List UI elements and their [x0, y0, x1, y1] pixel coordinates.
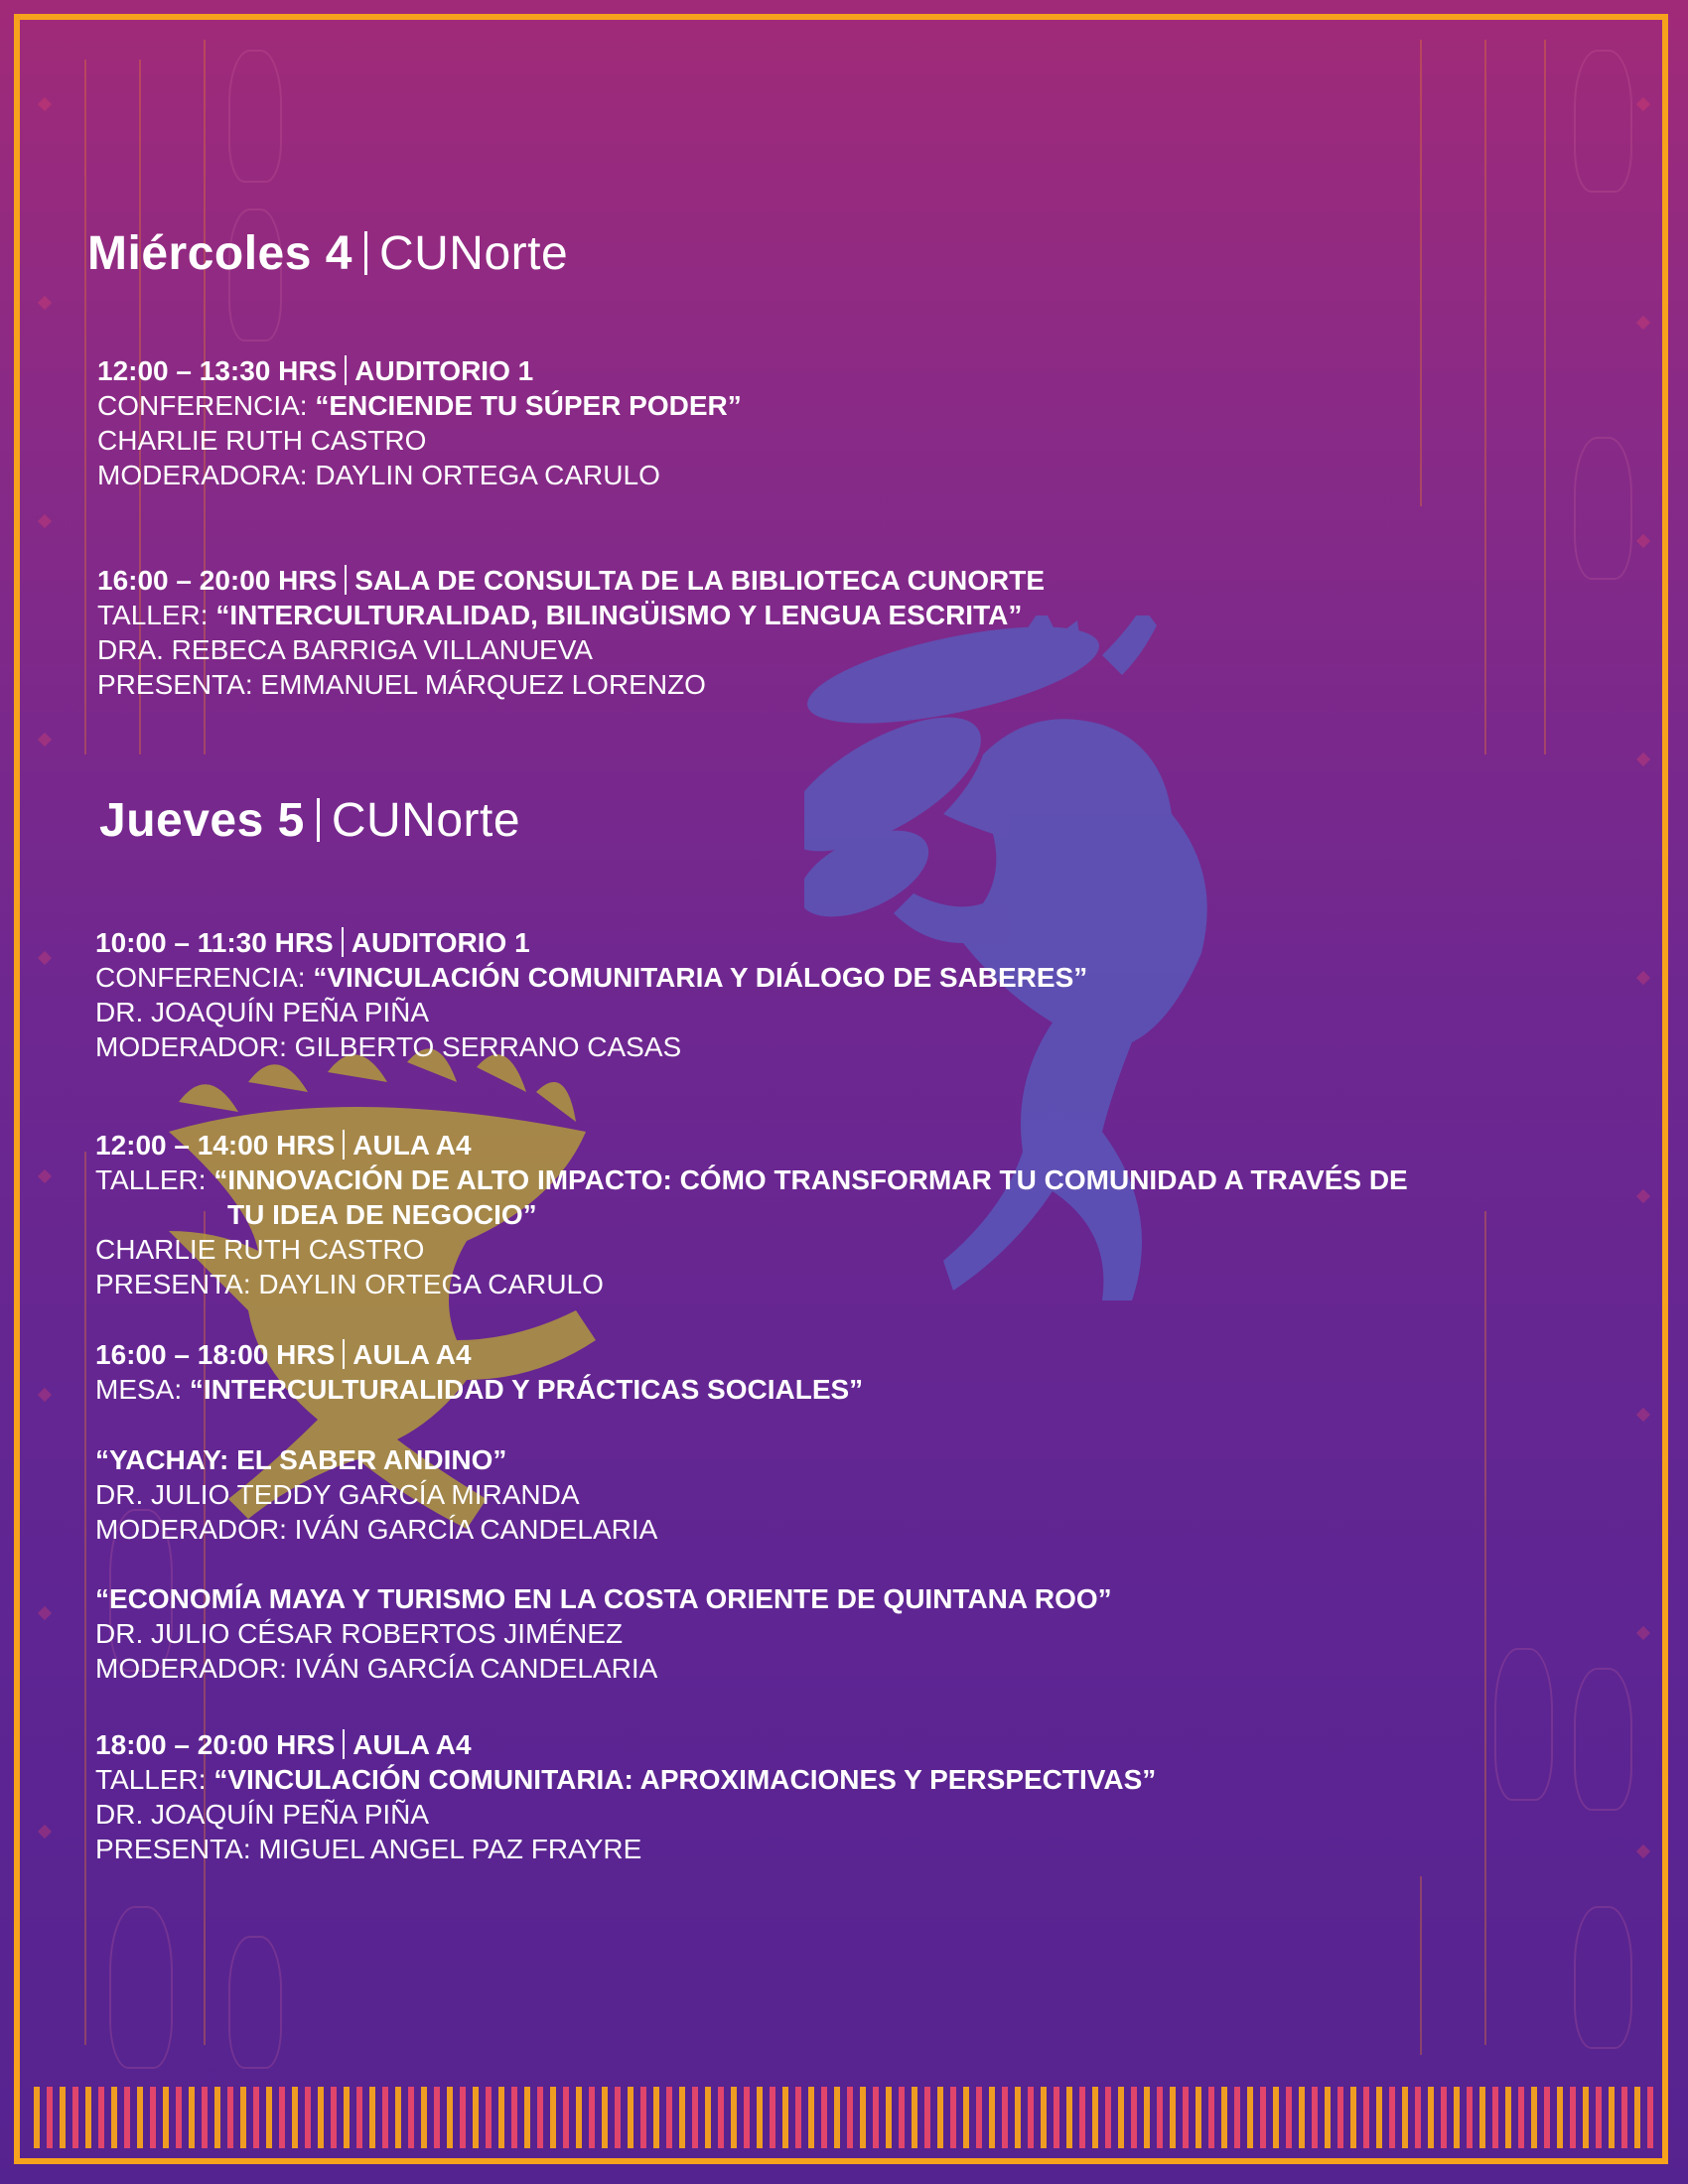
event-moderator: MODERADOR: GILBERTO SERRANO CASAS [95, 1031, 682, 1062]
event-8 [95, 1727, 1156, 1866]
event-6 [95, 1442, 657, 1547]
event-speaker: DR. JOAQUÍN PEÑA PIÑA [95, 997, 430, 1027]
event-moderator: MODERADORA: DAYLIN ORTEGA CARULO [97, 460, 660, 490]
day-place: CUNorte [331, 794, 521, 847]
event-time: 10:00 – 11:30 HRS [95, 927, 334, 958]
event-speaker: DR. JULIO CÉSAR ROBERTOS JIMÉNEZ [95, 1618, 624, 1649]
event-title: “INTERCULTURALIDAD, BILINGÜISMO Y LENGUA ESCRITA” [215, 600, 1023, 630]
event-1 [97, 353, 742, 492]
day-place: CUNorte [378, 227, 569, 280]
event-title: “VINCULACIÓN COMUNITARIA: APROXIMACIONES Y PERSPECTIVAS” [213, 1764, 1157, 1795]
event-venue: AUDITORIO 1 [354, 355, 534, 386]
bottom-stripe-border [34, 2087, 1654, 2148]
event-4 [95, 1128, 1408, 1301]
event-speaker: CHARLIE RUTH CASTRO [95, 1234, 425, 1265]
event-title: “ENCIENDE TU SÚPER PODER” [315, 390, 742, 421]
event-2 [97, 563, 1045, 702]
event-title-continued: TU IDEA DE NEGOCIO” [227, 1199, 537, 1230]
day-name: Miércoles 4 [87, 227, 352, 280]
event-speaker: DR. JOAQUÍN PEÑA PIÑA [95, 1799, 430, 1830]
event-moderator: MODERADOR: IVÁN GARCÍA CANDELARIA [95, 1514, 658, 1545]
event-time: 16:00 – 18:00 HRS [95, 1339, 336, 1370]
separator [343, 1339, 345, 1369]
event-venue: AULA A4 [352, 1130, 472, 1160]
separator [345, 565, 347, 595]
event-type: MESA: [95, 1374, 190, 1405]
separator [345, 355, 347, 385]
event-time: 12:00 – 14:00 HRS [95, 1130, 336, 1160]
event-moderator: MODERADOR: IVÁN GARCÍA CANDELARIA [95, 1653, 658, 1684]
separator [342, 927, 344, 957]
event-time: 12:00 – 13:30 HRS [97, 355, 338, 386]
event-presenter: PRESENTA: MIGUEL ANGEL PAZ FRAYRE [95, 1834, 642, 1864]
separator [343, 1130, 345, 1160]
separator [343, 1729, 345, 1759]
event-presenter: PRESENTA: EMMANUEL MÁRQUEZ LORENZO [97, 669, 706, 700]
separator [364, 231, 367, 275]
event-speaker: DRA. REBECA BARRIGA VILLANUEVA [97, 634, 593, 665]
day-header-wednesday [87, 226, 568, 281]
event-venue: SALA DE CONSULTA DE LA BIBLIOTECA CUNORTE [354, 565, 1046, 596]
separator [317, 798, 320, 842]
event-title: “ECONOMÍA MAYA Y TURISMO EN LA COSTA ORIENTE DE QUINTANA ROO” [95, 1583, 1112, 1614]
event-title: “YACHAY: EL SABER ANDINO” [95, 1444, 507, 1475]
day-header-thursday [99, 793, 520, 848]
event-title: “INNOVACIÓN DE ALTO IMPACTO: CÓMO TRANSFORMAR TU COMUNIDAD A TRAVÉS DE [213, 1164, 1408, 1195]
event-type: TALLER: [95, 1164, 214, 1195]
event-type: TALLER: [95, 1764, 214, 1795]
event-type: CONFERENCIA: [97, 390, 316, 421]
event-7 [95, 1581, 1112, 1686]
event-speaker: DR. JULIO TEDDY GARCÍA MIRANDA [95, 1479, 580, 1510]
event-title: “VINCULACIÓN COMUNITARIA Y DIÁLOGO DE SABERES” [313, 962, 1088, 993]
event-venue: AUDITORIO 1 [351, 927, 530, 958]
event-5 [95, 1337, 863, 1407]
day-name: Jueves 5 [99, 794, 305, 847]
event-presenter: PRESENTA: DAYLIN ORTEGA CARULO [95, 1269, 604, 1299]
event-3 [95, 925, 1087, 1064]
event-title: “INTERCULTURALIDAD Y PRÁCTICAS SOCIALES” [189, 1374, 864, 1405]
event-time: 18:00 – 20:00 HRS [95, 1729, 336, 1760]
event-type: CONFERENCIA: [95, 962, 314, 993]
event-venue: AULA A4 [352, 1729, 472, 1760]
event-time: 16:00 – 20:00 HRS [97, 565, 338, 596]
event-type: TALLER: [97, 600, 216, 630]
event-venue: AULA A4 [352, 1339, 472, 1370]
event-speaker: CHARLIE RUTH CASTRO [97, 425, 427, 456]
